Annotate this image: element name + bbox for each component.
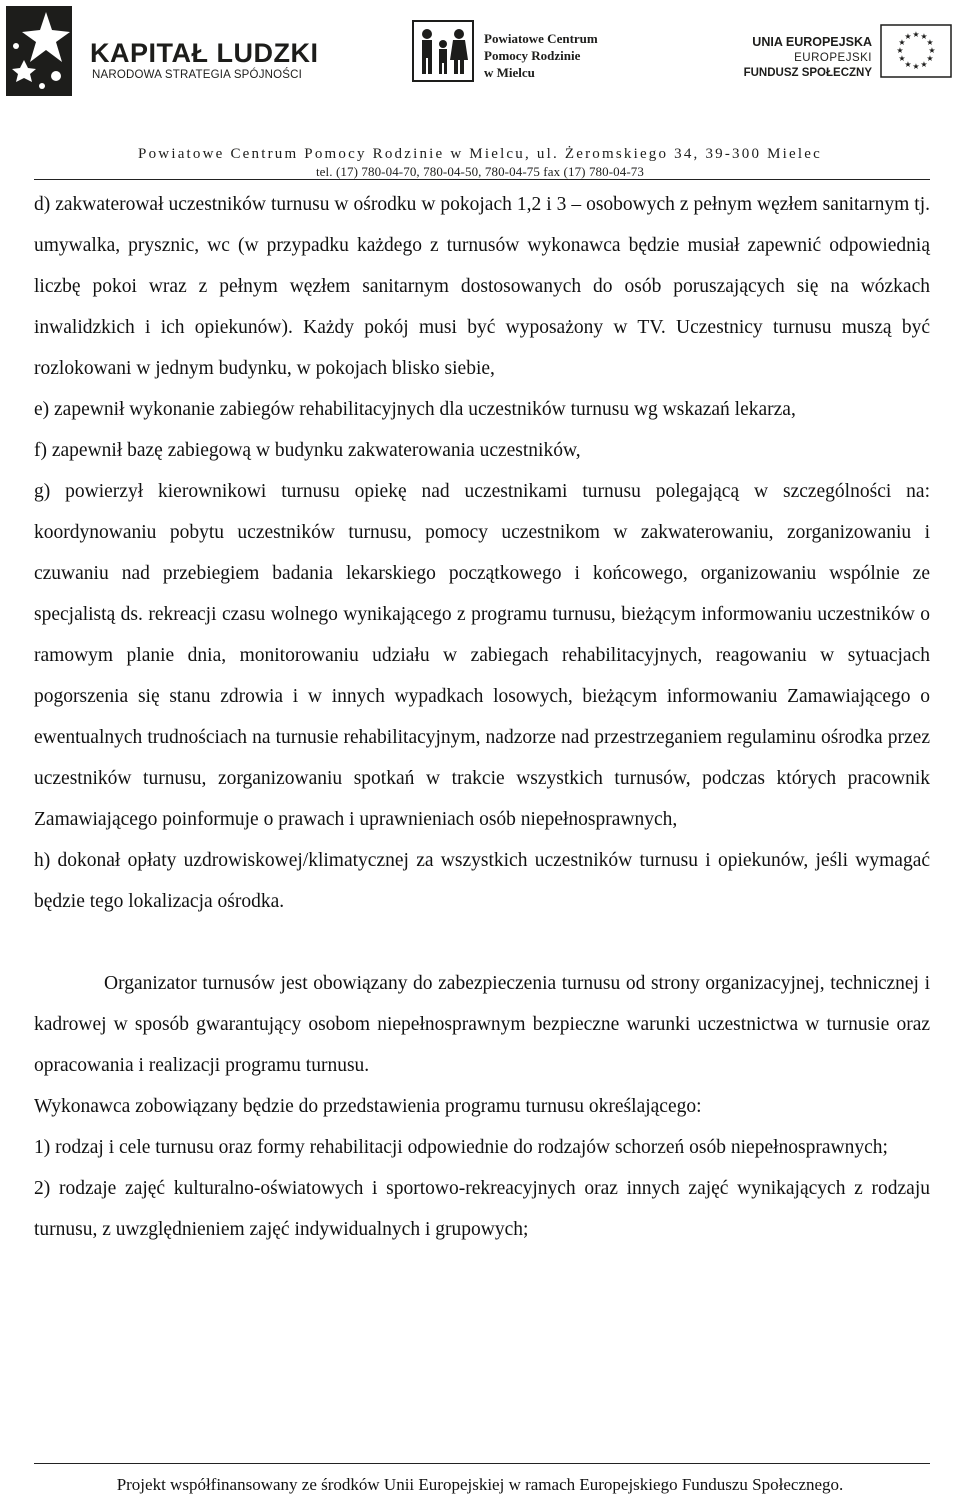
kapital-ludzki-title: KAPITAŁ LUDZKI <box>90 38 319 68</box>
svg-text:★: ★ <box>920 32 928 41</box>
svg-text:★: ★ <box>904 32 912 41</box>
footer-divider <box>34 1463 930 1464</box>
pcpr-logo <box>412 6 622 96</box>
pcpr-line-3: w Mielcu <box>484 65 535 80</box>
pcpr-line-1: Powiatowe Centrum <box>484 31 598 46</box>
svg-text:★: ★ <box>912 62 920 71</box>
eu-text <box>744 34 872 81</box>
family-icon <box>412 20 474 82</box>
paragraph-d: d) zakwaterował uczestników turnusu w ośrodku w pokojach 1,2 i 3 – osobowych z pełnym węzłem sanitarnym tj. umywalka, prysznic, wc (w przypadku każdego z turnusów wykonawca będzie musiał zapewnić odpowiednią liczbę pokoi wraz z pełnym węzłem sanitarnym dostosowanych do osób poruszających się na wózkach inwalidzkich i ich opiekunów). Każdy pokój musi być wyposażony w TV. Uczestnicy turnusu muszą być rozlokowani w jednym budynku, w pokojach blisko siebie, <box>34 194 930 379</box>
footer-text: Projekt współfinansowany ze środków Unii Europejskiej w ramach Europejskiego Funduszu Społecznego. <box>116 1475 844 1494</box>
paragraph-g: g) powierzył kierownikowi turnusu opiekę nad uczestnikami turnusu polegającą w szczególności na: koordynowaniu pobytu uczestników turnusu, pomocy uczestnikom w zakwaterowaniu, zorganizowaniu i czuwaniu nad przebiegiem badania lekarskiego początkowego i końcowego, organizowaniu wspólnie ze specjalistą ds. rekreacji czasu wolnego wynikającego z programu turnusu, bieżącym informowaniu uczestników o ramowym planie dnia, monitorowaniu udziału w zabiegach rehabilitacyjnych, reagowaniu w sytuacjach pogorszenia się stanu zdrowia i w innych wypadkach losowych, bieżącym informowaniu Zamawiającego o ewentualnych trudnościach na turnusie rehabilitacyjnym, nadzorze nad przestrzeganiem regulaminu ośrodka przez uczestników turnusu, zorganizowaniu spotkań w trakcie wszystkich turnusów, podczas których pracownik Zamawiającego poinformuje o prawach i uprawnieniach osób niepełnosprawnych, <box>34 481 930 830</box>
paragraph-organizator: Organizator turnusów jest obowiązany do zabezpieczenia turnusu od strony organizacyjnej, technicznej i kadrowej w sposób gwarantujący osobom niepełnosprawnym bezpieczne warunki uczestnictwa w turnusie oraz opracowania i realizacji programu turnusu. <box>34 973 930 1076</box>
paragraph-gap <box>34 922 930 963</box>
svg-text:★: ★ <box>926 38 934 47</box>
document-body <box>34 184 930 1250</box>
paragraph-e: e) zapewnił wykonanie zabiegów rehabilitacyjnych dla uczestników turnusu wg wskazań lekarza, <box>34 399 796 420</box>
svg-text:★: ★ <box>926 54 934 63</box>
eu-line-1: UNIA EUROPEJSKA <box>752 35 872 49</box>
pcpr-line-2: Pomocy Rodzinie <box>484 48 581 63</box>
paragraph-wykonawca: Wykonawca zobowiązany będzie do przedstawienia programu turnusu określającego: <box>34 1096 702 1117</box>
address-line-2: tel. (17) 780-04-70, 780-04-50, 780-04-75 fax (17) 780-04-73 <box>315 164 645 179</box>
eu-line-2: EUROPEJSKI <box>794 52 872 64</box>
svg-text:★: ★ <box>928 46 936 55</box>
eu-flag-icon <box>880 24 952 78</box>
kapital-ludzki-logo <box>6 6 326 96</box>
svg-text:★: ★ <box>904 60 912 69</box>
paragraph-h: h) dokonał opłaty uzdrowiskowej/klimatycznej za wszystkich uczestników turnusu i opiekunów, jeśli wymagać będzie tego lokalizacja ośrodka. <box>34 850 930 912</box>
paragraph-f: f) zapewnił bazę zabiegową w budynku zakwaterowania uczestników, <box>34 440 581 461</box>
address-line-1: Powiatowe Centrum Pomocy Rodzinie w Mielcu, ul. Żeromskiego 34, 39-300 Mielec <box>138 146 822 162</box>
pcpr-name <box>484 30 598 81</box>
eu-line-3: FUNDUSZ SPOŁECZNY <box>743 67 872 79</box>
svg-text:★: ★ <box>896 46 904 55</box>
kapital-ludzki-subtitle: NARODOWA STRATEGIA SPÓJNOŚCI <box>92 69 303 81</box>
list-item-1: 1) rodzaj i cele turnusu oraz formy rehabilitacji odpowiednie do rodzajów schorzeń osób niepełnosprawnych; <box>34 1137 888 1158</box>
svg-text:★: ★ <box>920 60 928 69</box>
header-divider <box>34 179 930 180</box>
list-item-2: 2) rodzaje zajęć kulturalno-oświatowych i sportowo-rekreacyjnych oraz innych zajęć wynikających z rodzaju turnusu, z uwzględnieniem zajęć indywidualnych i grupowych; <box>34 1178 930 1240</box>
svg-text:★: ★ <box>912 30 920 39</box>
eu-logo <box>720 6 956 96</box>
kapital-ludzki-icon <box>6 6 72 96</box>
svg-text:★: ★ <box>898 38 906 47</box>
svg-text:★: ★ <box>898 54 906 63</box>
